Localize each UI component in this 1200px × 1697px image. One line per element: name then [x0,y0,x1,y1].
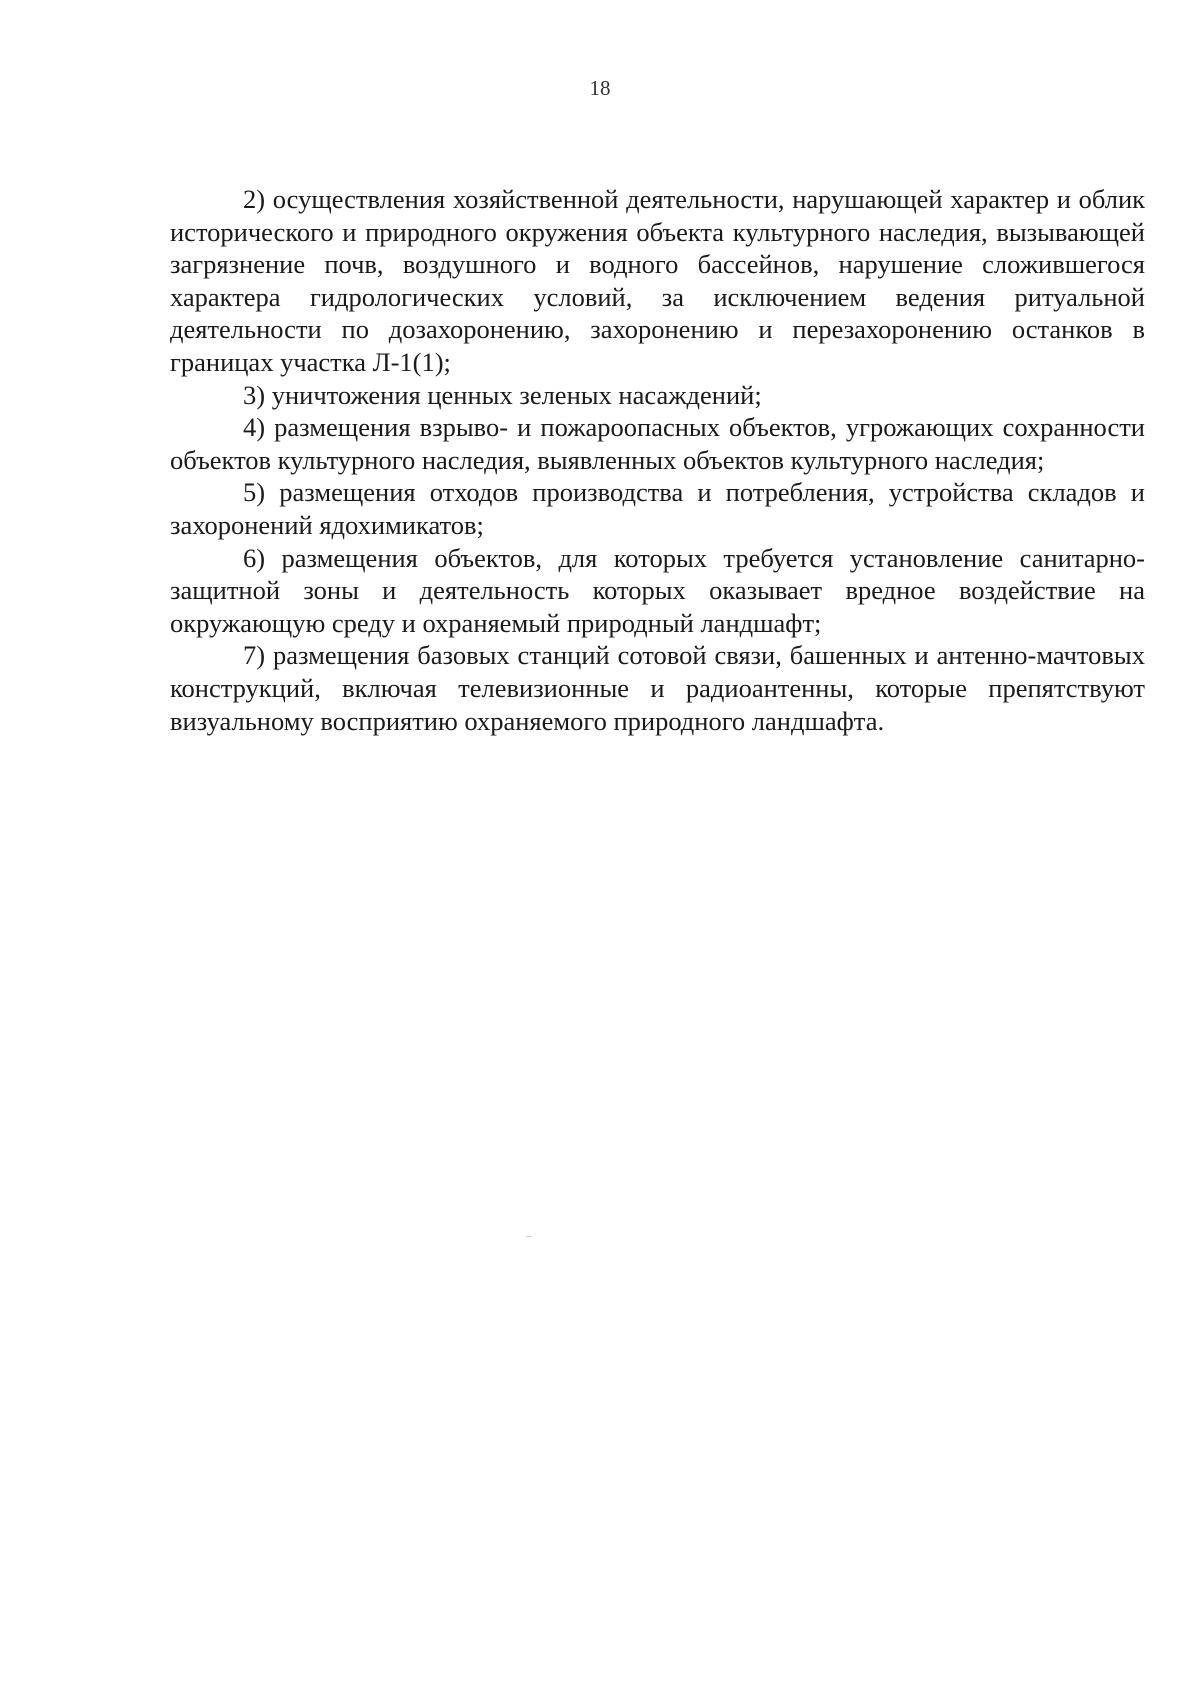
page-number: 18 [589,76,611,100]
list-item-5: 5) размещения отходов производства и потребления, устройства складов и захоронений ядохимикатов; [170,477,1145,540]
scan-artifact [526,1236,532,1237]
list-item-2: 2) осуществления хозяйственной деятельности, нарушающей характер и облик исторического и природного окружения объекта культурного наследия, вызывающей загрязнение почв, воздушного и водного бассейнов, нарушение сложившегося характера гидрологических условий, за исключением ведения ритуальной деятельности по дозахоронению, захоронению и перезахоронению останков в границах участка Л-1(1); [170,184,1145,377]
list-item-3: 3) уничтожения ценных зеленых насаждений; [243,379,762,410]
list-item-7: 7) размещения базовых станций сотовой связи, башенных и антенно-мачтовых конструкций, включая телевизионные и радиоантенны, которые препятствуют визуальному восприятию охраняемого природного ландшафта. [170,640,1145,736]
list-item-4: 4) размещения взрыво- и пожароопасных объектов, угрожающих сохранности объектов культурного наследия, выявленных объектов культурного наследия; [170,412,1145,475]
list-item-6: 6) размещения объектов, для которых требуется установление санитарно-защитной зоны и деятельность которых оказывает вредное воздействие на окружающую среду и охраняемый природный ландшафт; [170,542,1145,638]
document-body [170,183,1145,737]
